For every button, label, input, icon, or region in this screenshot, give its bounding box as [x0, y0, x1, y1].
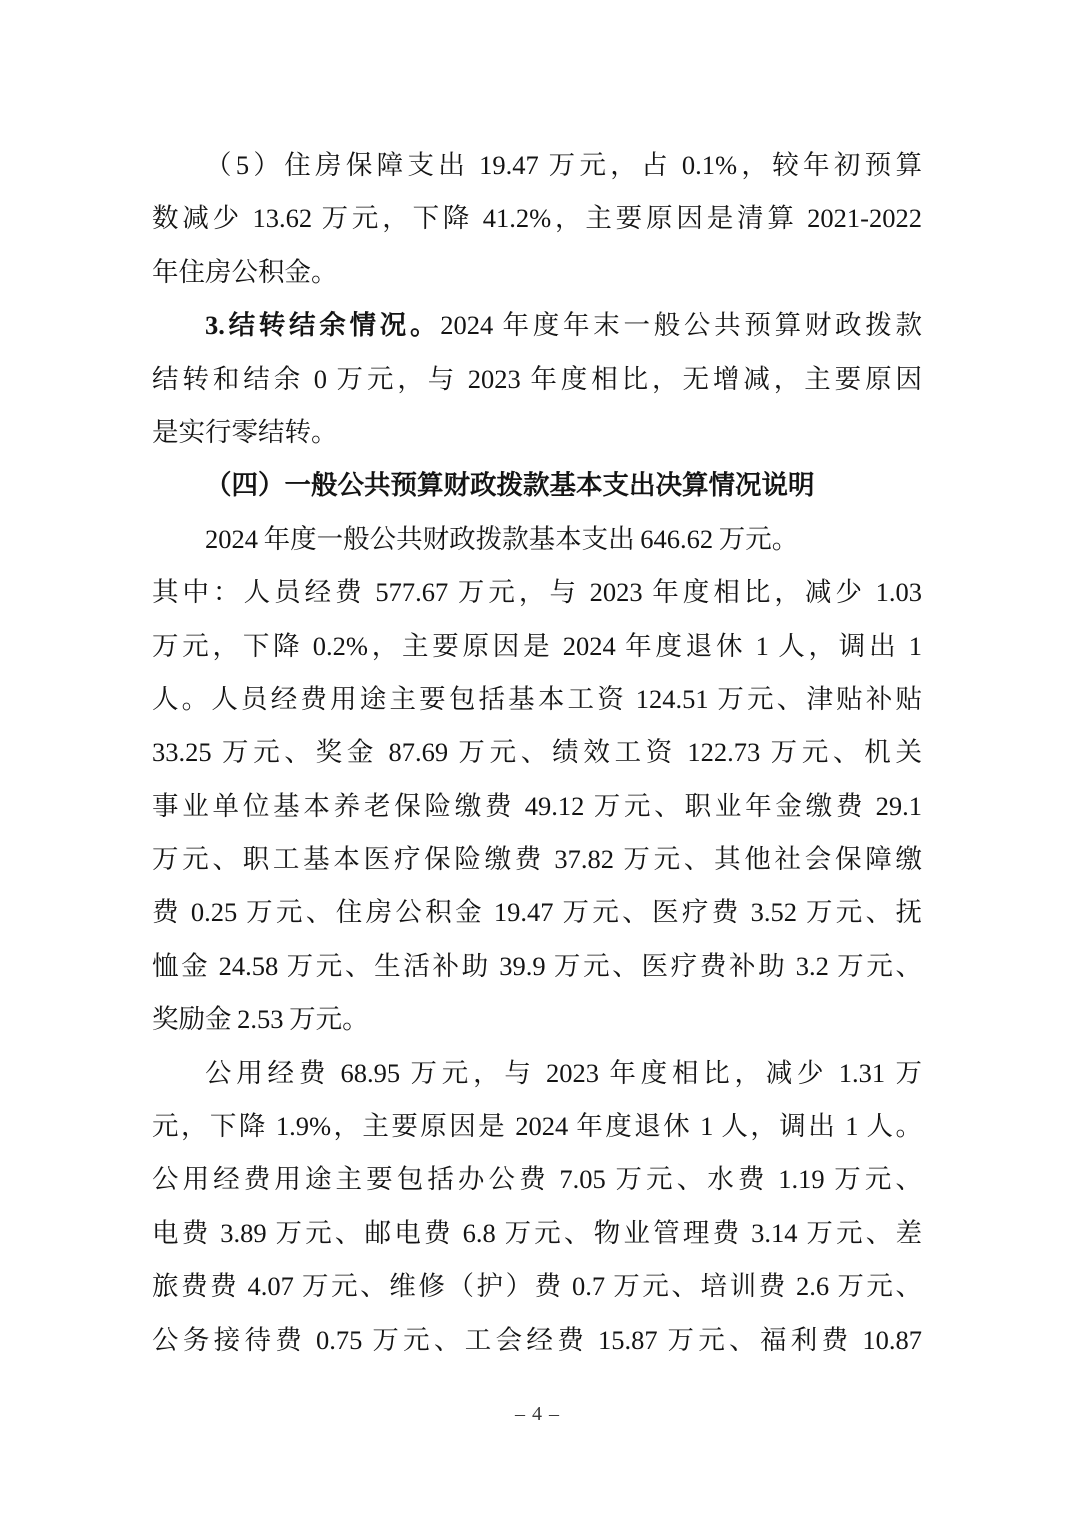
text-line	[152, 620, 922, 673]
text-line	[152, 406, 922, 459]
page-number: – 4 –	[515, 1403, 560, 1425]
text-line	[152, 726, 922, 779]
line-text: 万元、职工基本医疗保险缴费 37.82 万元、其他社会保障缴	[152, 844, 922, 875]
line-text: 年住房公积金。	[152, 256, 338, 287]
text-line	[152, 353, 922, 406]
text-line	[152, 299, 922, 352]
text-line	[152, 1260, 922, 1313]
text-line	[152, 1314, 922, 1367]
line-text: 33.25 万元、奖金 87.69 万元、绩效工资 122.73 万元、机关	[152, 737, 922, 768]
line-text: 公用经费用途主要包括办公费 7.05 万元、水费 1.19 万元、	[152, 1164, 922, 1195]
line-text: 万元，下降 0.2%，主要原因是 2024 年度退休 1 人，调出 1	[152, 630, 922, 661]
text-line	[152, 993, 922, 1046]
text-line	[152, 833, 922, 886]
line-text: 公务接待费 0.75 万元、工会经费 15.87 万元、福利费 10.87	[152, 1324, 922, 1355]
line-text: 电费 3.89 万元、邮电费 6.8 万元、物业管理费 3.14 万元、差	[152, 1217, 922, 1248]
text-line	[152, 780, 922, 833]
line-text: （5）住房保障支出 19.47 万元，占 0.1%，较年初预算	[205, 150, 922, 180]
text-line	[152, 192, 922, 245]
line-text: 费 0.25 万元、住房公积金 19.47 万元、医疗费 3.52 万元、抚	[152, 897, 922, 928]
text-line	[152, 566, 922, 619]
line-text: 恤金 24.58 万元、生活补助 39.9 万元、医疗费补助 3.2 万元、	[152, 950, 922, 981]
line-text: 元，下降 1.9%，主要原因是 2024 年度退休 1 人，调出 1 人。	[152, 1111, 922, 1142]
line-text: 2024 年度年末一般公共预算财政拨款	[440, 310, 923, 341]
text-line	[152, 246, 922, 299]
line-text: 其中：人员经费 577.67 万元，与 2023 年度相比，减少 1.03	[152, 577, 922, 608]
document-body	[152, 139, 922, 1367]
line-text: 人。人员经费用途主要包括基本工资 124.51 万元、津贴补贴	[152, 683, 922, 714]
text-line	[152, 940, 922, 993]
line-text: 2024 年度一般公共财政拨款基本支出 646.62 万元。	[205, 523, 799, 554]
line-bold-text: 3.结转结余情况。	[205, 310, 441, 341]
text-line	[152, 1207, 922, 1260]
text-line	[152, 673, 922, 726]
line-text: 数减少 13.62 万元，下降 41.2%，主要原因是清算 2021-2022	[152, 203, 922, 234]
line-text: 公用经费 68.95 万元，与 2023 年度相比，减少 1.31 万	[205, 1057, 922, 1088]
text-line	[152, 139, 922, 192]
line-text: 事业单位基本养老保险缴费 49.12 万元、职业年金缴费 29.1	[152, 790, 922, 821]
line-text: 是实行零结转。	[152, 416, 338, 447]
text-line	[152, 1047, 922, 1100]
line-text: 结转和结余 0 万元，与 2023 年度相比，无增减，主要原因	[152, 363, 922, 394]
text-line	[152, 1153, 922, 1206]
text-line	[152, 513, 922, 566]
line-text: 旅费费 4.07 万元、维修（护）费 0.7 万元、培训费 2.6 万元、	[152, 1271, 922, 1302]
text-line	[152, 1100, 922, 1153]
line-bold-text: （四）一般公共预算财政拨款基本支出决算情况说明	[205, 470, 815, 501]
section-heading	[152, 459, 922, 512]
text-line	[152, 886, 922, 939]
line-text: 奖励金 2.53 万元。	[152, 1004, 369, 1035]
